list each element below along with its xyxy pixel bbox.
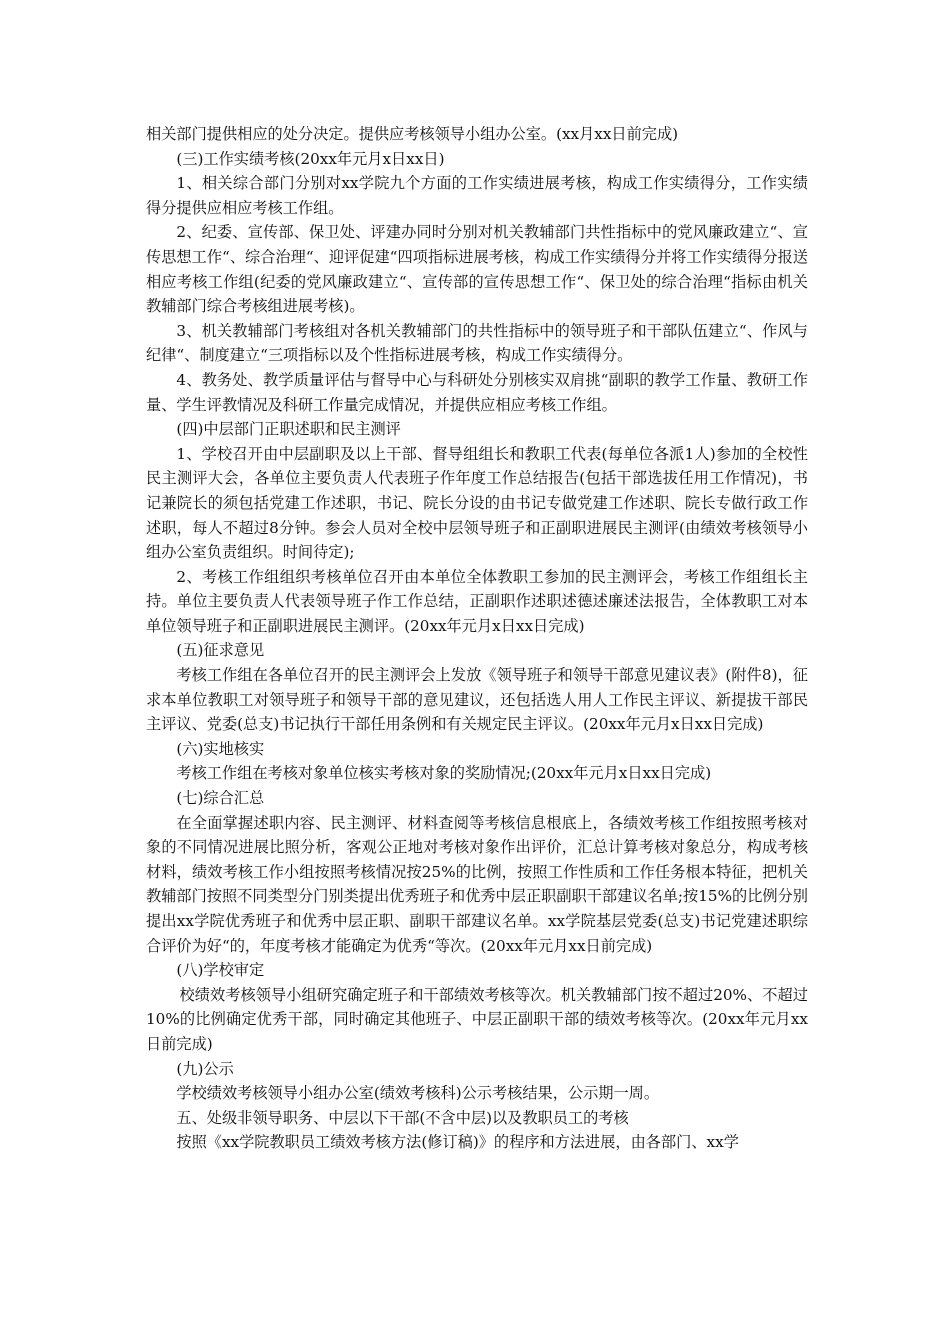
paragraph-3-4: 4、教务处、教学质量评估与督导中心与科研处分别核实双肩挑“副职的教学工作量、教研工作量、学生评教情况及科研工作量完成情况，并提供应相应考核工作组。	[146, 370, 808, 414]
section-heading-6: (六)实地核实	[176, 739, 265, 758]
paragraph-five-1: 按照《xx学院教职员工绩效考核方法(修订稿)》的程序和方法进展，由各部门、xx学	[176, 1133, 739, 1152]
paragraph-5: 考核工作组在各单位召开的民主测评会上发放《领导班子和领导干部意见建议表》(附件8)，征求本单位教职工对领导班子和领导干部的意见建议，还包括选人用人工作民主评议、新提拔干部民主评议、党委(总支)书记执行干部任用条例和有关规定民主评议。(20xx年元月x日xx日完成)	[146, 666, 808, 734]
section-heading-4: (四)中层部门正职述职和民主测评	[176, 420, 401, 439]
section-heading-five: 五、处级非领导职务、中层以下干部(不含中层)以及教职员工的考核	[176, 1108, 629, 1127]
document-page	[146, 122, 808, 1155]
paragraph-7: 在全面掌握述职内容、民主测评、材料查阅等考核信息根底上，各绩效考核工作组按照考核对象的不同情况进展比照分析，客观公正地对考核对象作出评价，汇总计算考核对象总分，构成考核材料，绩效考核工作小组按照考核情况按25%的比例，按照工作性质和工作任务根本特征，把机关教辅部门按照不同类型分门别类提出优秀班子和优秀中层正职副职干部建议名单;按15%的比例分别提出xx学院优秀班子和优秀中层正职、副职干部建议名单。xx学院基层党委(总支)书记党建述职综合评价为好“的，年度考核才能确定为优秀“等次。(20xx年元月xx日前完成)	[146, 813, 808, 955]
paragraph-4-2: 2、考核工作组组织考核单位召开由本单位全体教职工参加的民主测评会，考核工作组组长主持。单位主要负责人代表领导班子作工作总结，正副职作述职述德述廉述法报告，全体教职工对本单位领导班子和正副职进展民主测评。(20xx年元月x日xx日完成)	[146, 567, 808, 635]
paragraph-4-1: 1、学校召开由中层副职及以上干部、督导组组长和教职工代表(每单位各派1人)参加的全校性民主测评大会，各单位主要负责人代表班子作年度工作总结报告(包括干部选拔任用工作情况)，书记兼院长的须包括党建工作述职，书记、院长分设的由书记专做党建工作述职、院长专做行政工作述职，每人不超过8分钟。参会人员对全校中层领导班子和正副职进展民主测评(由绩效考核领导小组办公室负责组织。时间待定);	[146, 444, 808, 562]
section-heading-7: (七)综合汇总	[176, 789, 265, 808]
paragraph-8: 校绩效考核领导小组研究确定班子和干部绩效考核等次。机关教辅部门按不超过20%、不超过10%的比例确定优秀干部，同时确定其他班子、中层正副职干部的绩效考核等次。(20xx年元月xx日前完成)	[146, 985, 808, 1053]
paragraph-3-1: 1、相关综合部门分别对xx学院九个方面的工作实绩进展考核，构成工作实绩得分，工作实绩得分提供应相应考核工作组。	[146, 174, 808, 217]
section-heading-3: (三)工作实绩考核(20xx年元月x日xx日)	[176, 149, 445, 168]
paragraph-3-2: 2、纪委、宣传部、保卫处、评建办同时分别对机关教辅部门共性指标中的党风廉政建立“、宣传思想工作“、综合治理“、迎评促建“四项指标进展考核，构成工作实绩得分并将工作实绩得分报送相应考核工作组(纪委的党风廉政建立“、宣传部的宣传思想工作“、保卫处的综合治理“指标由机关教辅部门综合考核组进展考核)。	[146, 223, 808, 316]
paragraph-3-3: 3、机关教辅部门考核组对各机关教辅部门的共性指标中的领导班子和干部队伍建立“、作风与纪律“、制度建立“三项指标以及个性指标进展考核，构成工作实绩得分。	[146, 321, 808, 365]
section-heading-5: (五)征求意见	[176, 641, 265, 660]
paragraph-6: 考核工作组在考核对象单位核实考核对象的奖励情况;(20xx年元月x日xx日完成)	[176, 764, 712, 783]
section-heading-9: (九)公示	[176, 1059, 234, 1078]
section-heading-8: (八)学校审定	[176, 961, 265, 980]
paragraph-9: 学校绩效考核领导小组办公室(绩效考核科)公示考核结果，公示期一周。	[176, 1084, 660, 1103]
paragraph-1: 相关部门提供相应的处分决定。提供应考核领导小组办公室。(xx月xx日前完成)	[146, 125, 679, 143]
